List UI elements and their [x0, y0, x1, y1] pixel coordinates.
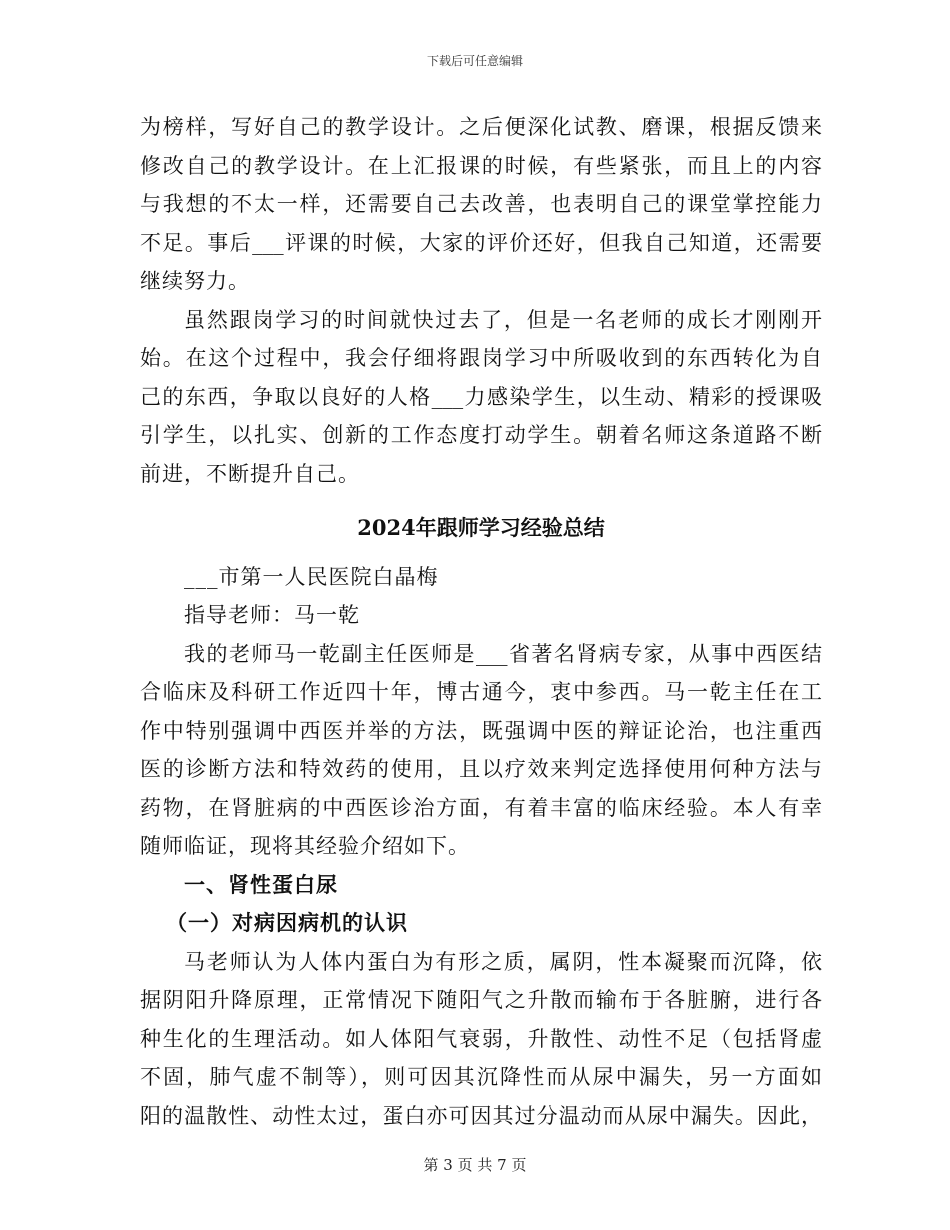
- paragraph-line: 据阴阳升降原理，正常情况下随阳气之升散而输布于各脏腑，进行各: [140, 988, 822, 1012]
- paragraph-line: 始。在这个过程中，我会仔细将跟岗学习中所吸收到的东西转化为自: [140, 346, 822, 370]
- paragraph-line: 马老师认为人体内蛋白为有形之质，属阴，性本凝聚而沉降，依: [184, 949, 822, 974]
- paragraph-line: 修改自己的教学设计。在上汇报课的时候，有些紧张，而且上的内容: [140, 153, 822, 178]
- paragraph-line: 不固，肺气虚不制等），则可因其沉降性而从尿中漏失，另一方面如: [140, 1065, 822, 1089]
- paragraph-line: 引学生，以扎实、创新的工作态度打动学生。朝着名师这条道路不断: [140, 423, 822, 447]
- paragraph-line: 医的诊断方法和特效药的使用，且以疗效来判定选择使用何种方法与: [140, 757, 822, 781]
- paragraph-etiology: [140, 943, 822, 1136]
- advisor-line: 指导老师：马一乾: [184, 603, 360, 627]
- section-title: 2024年跟师学习经验总结: [357, 515, 605, 540]
- page-number: 第 3 页 共 7 页: [423, 1156, 527, 1174]
- paragraph-line: 为榜样，写好自己的教学设计。之后便深化试教、磨课，根据反馈来: [140, 115, 822, 139]
- subsection-heading: （一）对病因病机的认识: [166, 910, 408, 935]
- paragraph-line: 药物，在肾脏病的中西医诊治方面，有着丰富的临床经验。本人有幸: [140, 795, 822, 820]
- author-line: ___市第一人民医院白晶梅: [184, 564, 439, 589]
- paragraph-conclusion: [140, 301, 822, 494]
- paragraph-line: 我的老师马一乾副主任医师是___省著名肾病专家，从事中西医结: [184, 641, 822, 666]
- paragraph-line: 阳的温散性、动性太过，蛋白亦可因其过分温动而从尿中漏失。因此，: [140, 1103, 822, 1128]
- paragraph-line: 虽然跟岗学习的时间就快过去了，但是一名老师的成长才刚刚开: [184, 307, 822, 332]
- paragraph-introduction: [140, 635, 822, 866]
- paragraph-line: 随师临证，现将其经验介绍如下。: [140, 834, 470, 858]
- paragraph-line: 己的东西，争取以良好的人格___力感染学生，以生动、精彩的授课吸: [140, 384, 822, 409]
- paragraph-line: 前进，不断提升自己。: [140, 461, 360, 486]
- paragraph-line: 作中特别强调中西医并举的方法，既强调中医的辩证论治，也注重西: [140, 718, 822, 743]
- paragraph-line: 继续努力。: [140, 269, 250, 293]
- paragraph-line: 不足。事后___评课的时候，大家的评价还好，但我自己知道，还需要: [140, 230, 822, 255]
- paragraph-line: 种生化的生理活动。如人体阳气衰弱，升散性、动性不足（包括肾虚: [140, 1026, 822, 1051]
- paragraph-line: 与我想的不太一样，还需要自己去改善，也表明自己的课堂掌控能力: [140, 192, 822, 216]
- document-body: [140, 108, 822, 1135]
- paragraph-line: 合临床及科研工作近四十年，博古通今，衷中参西。马一乾主任在工: [140, 680, 822, 704]
- paragraph-continued: [140, 108, 822, 301]
- page-header-note: 下载后可任意编辑: [426, 54, 523, 68]
- section-heading: 一、肾性蛋白尿: [184, 871, 338, 897]
